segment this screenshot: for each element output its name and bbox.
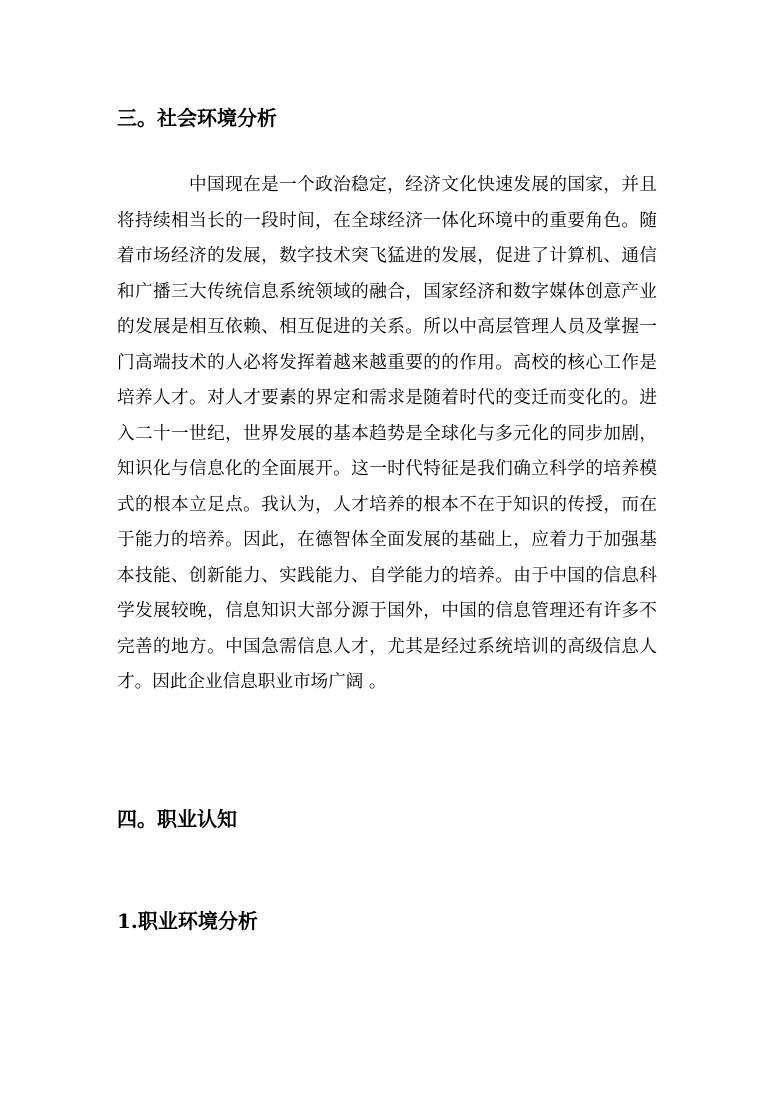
social-environment-paragraph: 中国现在是一个政治稳定，经济文化快速发展的国家，并且将持续相当长的一段时间，在全球经济一体化环境中的重要角色。随着市场经济的发展，数字技术突飞猛进的发展，促进了计算机、通信和广播三大传统信息系统领域的融合，国家经济和数字媒体创意产业的发展是相互依赖、相互促进的关系。所以中高层管理人员及掌握一门高端技术的人必将发挥着越来越重要的的作用。高校的核心工作是培养人才。对人才要素的界定和需求是随着时代的变迁而变化的。进入二十一世纪，世界发展的基本趋势是全球化与多元化的同步加剧，知识化与信息化的全面展开。这一时代特征是我们确立科学的培养模式的根本立足点。我认为，人才培养的根本不在于知识的传授，而在于能力的培养。因此，在德智体全面发展的基础上，应着力于加强基本技能、创新能力、实践能力、自学能力的培养。由于中国的信息科学发展较晚，信息知识大部分源于国外，中国的信息管理还有许多不完善的地方。中国急需信息人才，尤其是经过系统培训的高级信息人才。因此企业信息职业市场广阔 。 [117, 175, 657, 692]
subsection-heading-career-environment: 1.职业环境分析 [117, 909, 258, 933]
section-heading-career-cognition: 四。职业认知 [117, 807, 237, 831]
section-heading-social-environment: 三。社会环境分析 [117, 106, 277, 130]
